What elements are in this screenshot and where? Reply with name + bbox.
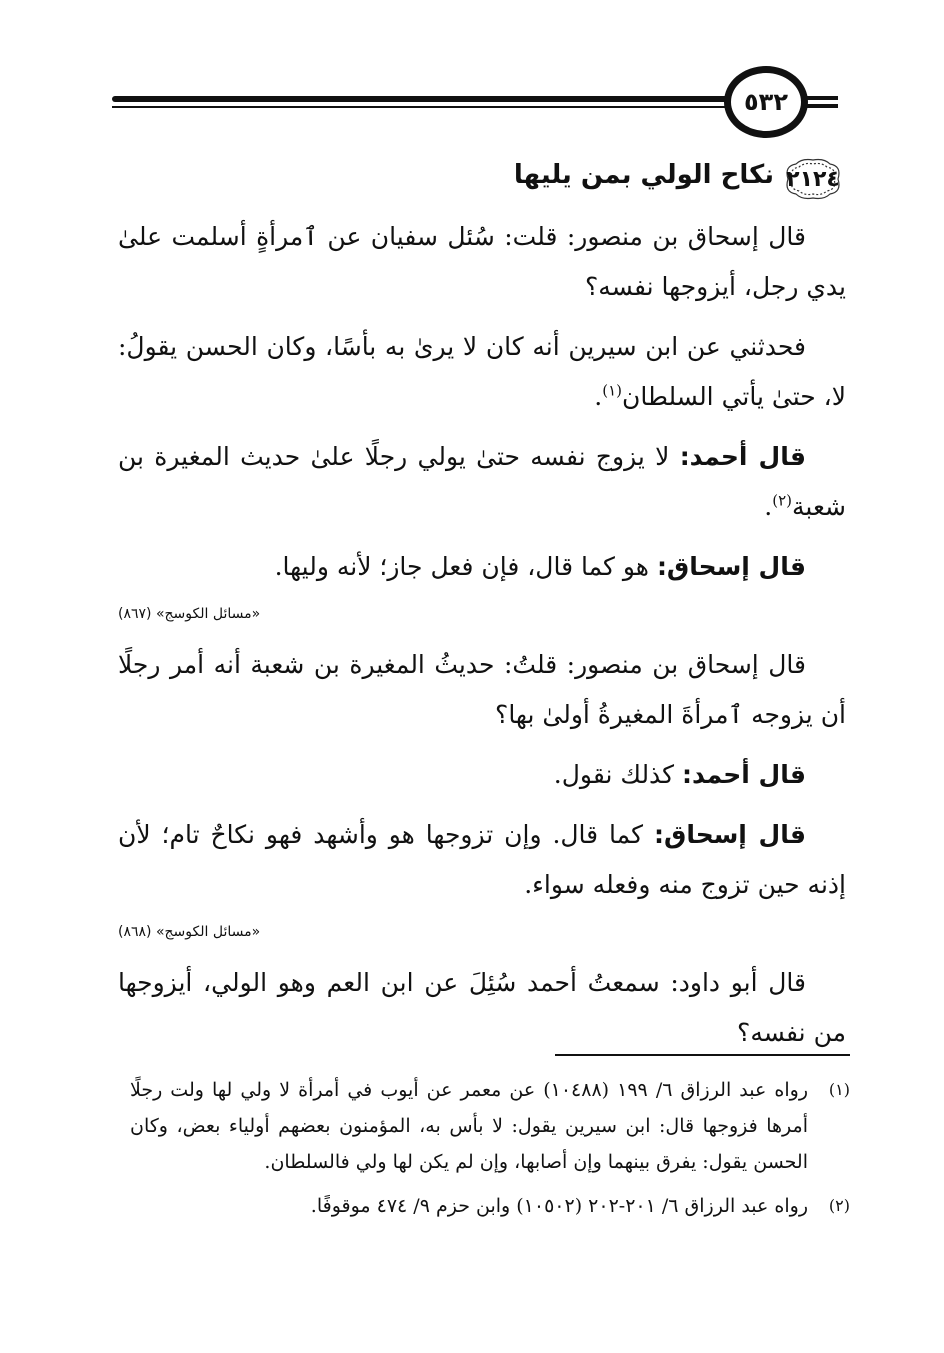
- footnote-item: [130, 1072, 850, 1180]
- header-rule-thin: [112, 106, 732, 108]
- footnote-text: رواه عبد الرزاق ٦/ ٢٠١-٢٠٢ (١٠٥٠٢) وابن حزم ٩/ ٤٧٤ موقوفًا.: [310, 1195, 808, 1217]
- paragraph-tail: .: [764, 492, 773, 521]
- footnote-text: رواه عبد الرزاق ٦/ ١٩٩ (١٠٤٨٨) عن معمر عن أيوب في أمرأة لا ولي لها ولت رجلًا أمرها فزوجها قال: ابن سيرين يقول: لا بأس به، المؤمنون بعضهم أولياء بعض، وكان الحسن يقول: يفرق بينهما وإن أصابها، وإن لم يكن لها ولي فالسلطان.: [130, 1079, 808, 1173]
- paragraph-tail: .: [594, 382, 603, 411]
- paragraph-text: لا يزوج نفسه حتىٰ يولي رجلًا علىٰ حديث المغيرة بن شعبة: [118, 442, 846, 521]
- paragraph: [118, 432, 846, 532]
- paragraph-text: قال أبو داود: سمعتُ أحمد سُئِلَ عن ابن العم وهو الولي، أيزوجها من نفسه؟: [118, 968, 846, 1047]
- header-rule: [112, 96, 732, 110]
- footnote-item: [130, 1188, 850, 1224]
- section-title: نكاح الولي بمن يليها: [513, 160, 774, 190]
- section-number-badge: [780, 156, 846, 202]
- footnote-number: (٢): [828, 1196, 850, 1215]
- header-rule-thick: [112, 96, 732, 102]
- source-citation-text: «مسائل الكوسج» (٨٦٨): [118, 924, 261, 940]
- source-citation-text: «مسائل الكوسج» (٨٦٧): [118, 606, 261, 622]
- paragraph-text: فحدثني عن ابن سيرين أنه كان لا يرىٰ به بأسًا، وكان الحسن يقولُ: لا، حتىٰ يأتي السلطان: [118, 332, 846, 411]
- speaker-label: قال إسحاق:: [653, 820, 807, 849]
- footnote-ref[interactable]: (١): [602, 381, 622, 400]
- paragraph: [118, 542, 846, 592]
- paragraph-text: قال إسحاق بن منصور: قلتُ: حديثُ المغيرة بن شعبة أنه أمر رجلًا أن يزوجه ٱمرأةَ المغيرةُ أولىٰ بها؟: [118, 650, 846, 729]
- paragraph-text: هو كما قال، فإن فعل جاز؛ لأنه وليها.: [274, 552, 657, 581]
- speaker-label: قال أحمد:: [679, 442, 806, 471]
- paragraph: [118, 750, 846, 800]
- source-citation: [118, 920, 846, 944]
- paragraph: [118, 810, 846, 910]
- speaker-label: قال أحمد:: [682, 760, 806, 789]
- paragraph: [118, 640, 846, 740]
- footnotes: [130, 1072, 850, 1232]
- paragraph: [118, 322, 846, 422]
- paragraph-text: كما قال. وإن تزوجها هو وأشهد فهو نكاحٌ تام؛ لأن إذنه حين تزوج منه وفعله سواء.: [118, 820, 846, 899]
- header-tick-upper: [806, 96, 838, 100]
- main-text: [118, 212, 846, 1068]
- speaker-label: قال إسحاق:: [656, 552, 806, 581]
- footnote-number: (١): [828, 1080, 850, 1099]
- paragraph: [118, 958, 846, 1058]
- footnote-ref[interactable]: (٢): [772, 491, 793, 510]
- header-tick-lower: [806, 104, 838, 108]
- section-number: ٢١٢٤: [786, 166, 840, 192]
- page-number: ٥٣٢: [744, 88, 788, 116]
- source-citation: [118, 602, 846, 626]
- paragraph-text: قال إسحاق بن منصور: قلت: سُئل سفيان عن ٱمرأةٍ أسلمت علىٰ يدي رجل، أيزوجها نفسه؟: [118, 222, 846, 301]
- paragraph-text: كذلك نقول.: [553, 760, 683, 789]
- paragraph: [118, 212, 846, 312]
- page-number-ring: [724, 66, 808, 138]
- footnote-separator: [555, 1054, 850, 1056]
